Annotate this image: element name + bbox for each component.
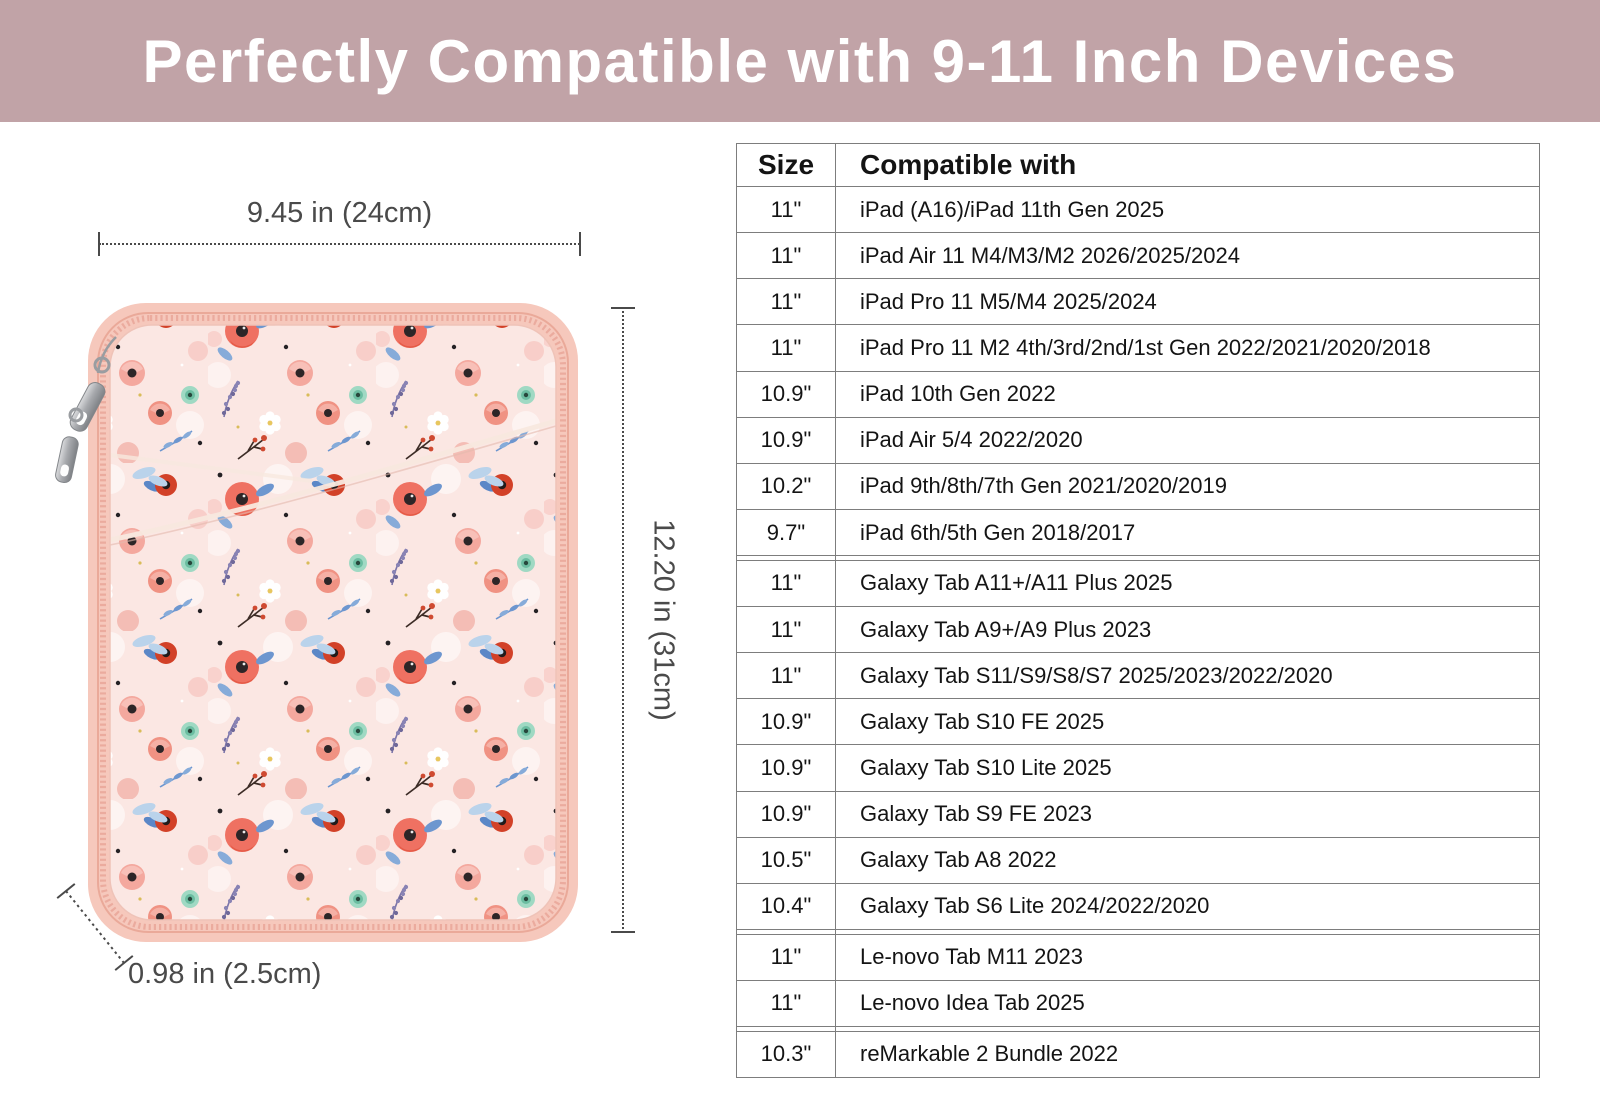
table-row xyxy=(737,233,1540,279)
size-cell: 11" xyxy=(737,980,836,1026)
table-row xyxy=(737,699,1540,745)
table-row xyxy=(737,279,1540,325)
size-cell: 10.3" xyxy=(737,1031,836,1077)
size-cell: 10.4" xyxy=(737,883,836,929)
compatibility-table xyxy=(736,143,1540,1078)
banner xyxy=(0,0,1600,122)
size-cell: 10.9" xyxy=(737,371,836,417)
device-cell: iPad Pro 11 M2 4th/3rd/2nd/1st Gen 2022/2021/2020/2018 xyxy=(836,325,1540,371)
width-dimension-line xyxy=(99,243,580,245)
table-row xyxy=(737,371,1540,417)
size-cell: 11" xyxy=(737,233,836,279)
size-cell: 10.5" xyxy=(737,837,836,883)
size-cell: 10.2" xyxy=(737,463,836,509)
table-header-size: Size xyxy=(737,144,836,187)
device-cell: iPad 6th/5th Gen 2018/2017 xyxy=(836,509,1540,555)
table-row xyxy=(737,934,1540,980)
device-cell: Galaxy Tab S9 FE 2023 xyxy=(836,791,1540,837)
size-cell: 11" xyxy=(737,279,836,325)
device-cell: iPad (A16)/iPad 11th Gen 2025 xyxy=(836,187,1540,233)
device-cell: Galaxy Tab S11/S9/S8/S7 2025/2023/2022/2020 xyxy=(836,653,1540,699)
size-cell: 11" xyxy=(737,934,836,980)
height-dimension-line xyxy=(622,307,624,933)
table-row xyxy=(737,509,1540,555)
device-cell: Le-novo Idea Tab 2025 xyxy=(836,980,1540,1026)
device-cell: Galaxy Tab S10 Lite 2025 xyxy=(836,745,1540,791)
sleeve-body xyxy=(88,303,578,942)
depth-dimension-label: 0.98 in (2.5cm) xyxy=(128,958,322,990)
size-cell: 11" xyxy=(737,325,836,371)
device-cell: Galaxy Tab A11+/A11 Plus 2025 xyxy=(836,560,1540,606)
table-row xyxy=(737,1031,1540,1077)
size-cell: 10.9" xyxy=(737,699,836,745)
device-cell: Galaxy Tab A8 2022 xyxy=(836,837,1540,883)
table-row xyxy=(737,837,1540,883)
table-row xyxy=(737,463,1540,509)
device-cell: iPad Pro 11 M5/M4 2025/2024 xyxy=(836,279,1540,325)
tablet-sleeve-image xyxy=(40,295,600,955)
table-header-compatible: Compatible with xyxy=(836,144,1540,187)
table-row xyxy=(737,791,1540,837)
size-cell: 10.9" xyxy=(737,417,836,463)
device-cell: iPad Air 11 M4/M3/M2 2026/2025/2024 xyxy=(836,233,1540,279)
size-cell: 11" xyxy=(737,187,836,233)
table-row xyxy=(737,325,1540,371)
size-cell: 11" xyxy=(737,607,836,653)
table-header-row xyxy=(737,144,1540,187)
table-row xyxy=(737,417,1540,463)
table-row xyxy=(737,607,1540,653)
size-cell: 10.9" xyxy=(737,745,836,791)
device-cell: iPad 9th/8th/7th Gen 2021/2020/2019 xyxy=(836,463,1540,509)
size-cell: 9.7" xyxy=(737,509,836,555)
table-row xyxy=(737,980,1540,1026)
device-cell: Le-novo Tab M11 2023 xyxy=(836,934,1540,980)
device-cell: iPad Air 5/4 2022/2020 xyxy=(836,417,1540,463)
device-cell: reMarkable 2 Bundle 2022 xyxy=(836,1031,1540,1077)
device-cell: iPad 10th Gen 2022 xyxy=(836,371,1540,417)
device-cell: Galaxy Tab S10 FE 2025 xyxy=(836,699,1540,745)
size-cell: 11" xyxy=(737,560,836,606)
width-dimension-label: 9.45 in (24cm) xyxy=(246,197,433,229)
table-row xyxy=(737,653,1540,699)
table-row xyxy=(737,187,1540,233)
banner-title: Perfectly Compatible with 9-11 Inch Devices xyxy=(142,27,1458,95)
height-dimension-label: 12.20 in (31cm) xyxy=(647,519,680,721)
device-cell: Galaxy Tab S6 Lite 2024/2022/2020 xyxy=(836,883,1540,929)
table-row xyxy=(737,745,1540,791)
table-row xyxy=(737,883,1540,929)
device-cell: Galaxy Tab A9+/A9 Plus 2023 xyxy=(836,607,1540,653)
size-cell: 10.9" xyxy=(737,791,836,837)
table-row xyxy=(737,560,1540,606)
compat-table-body xyxy=(737,187,1540,1078)
size-cell: 11" xyxy=(737,653,836,699)
